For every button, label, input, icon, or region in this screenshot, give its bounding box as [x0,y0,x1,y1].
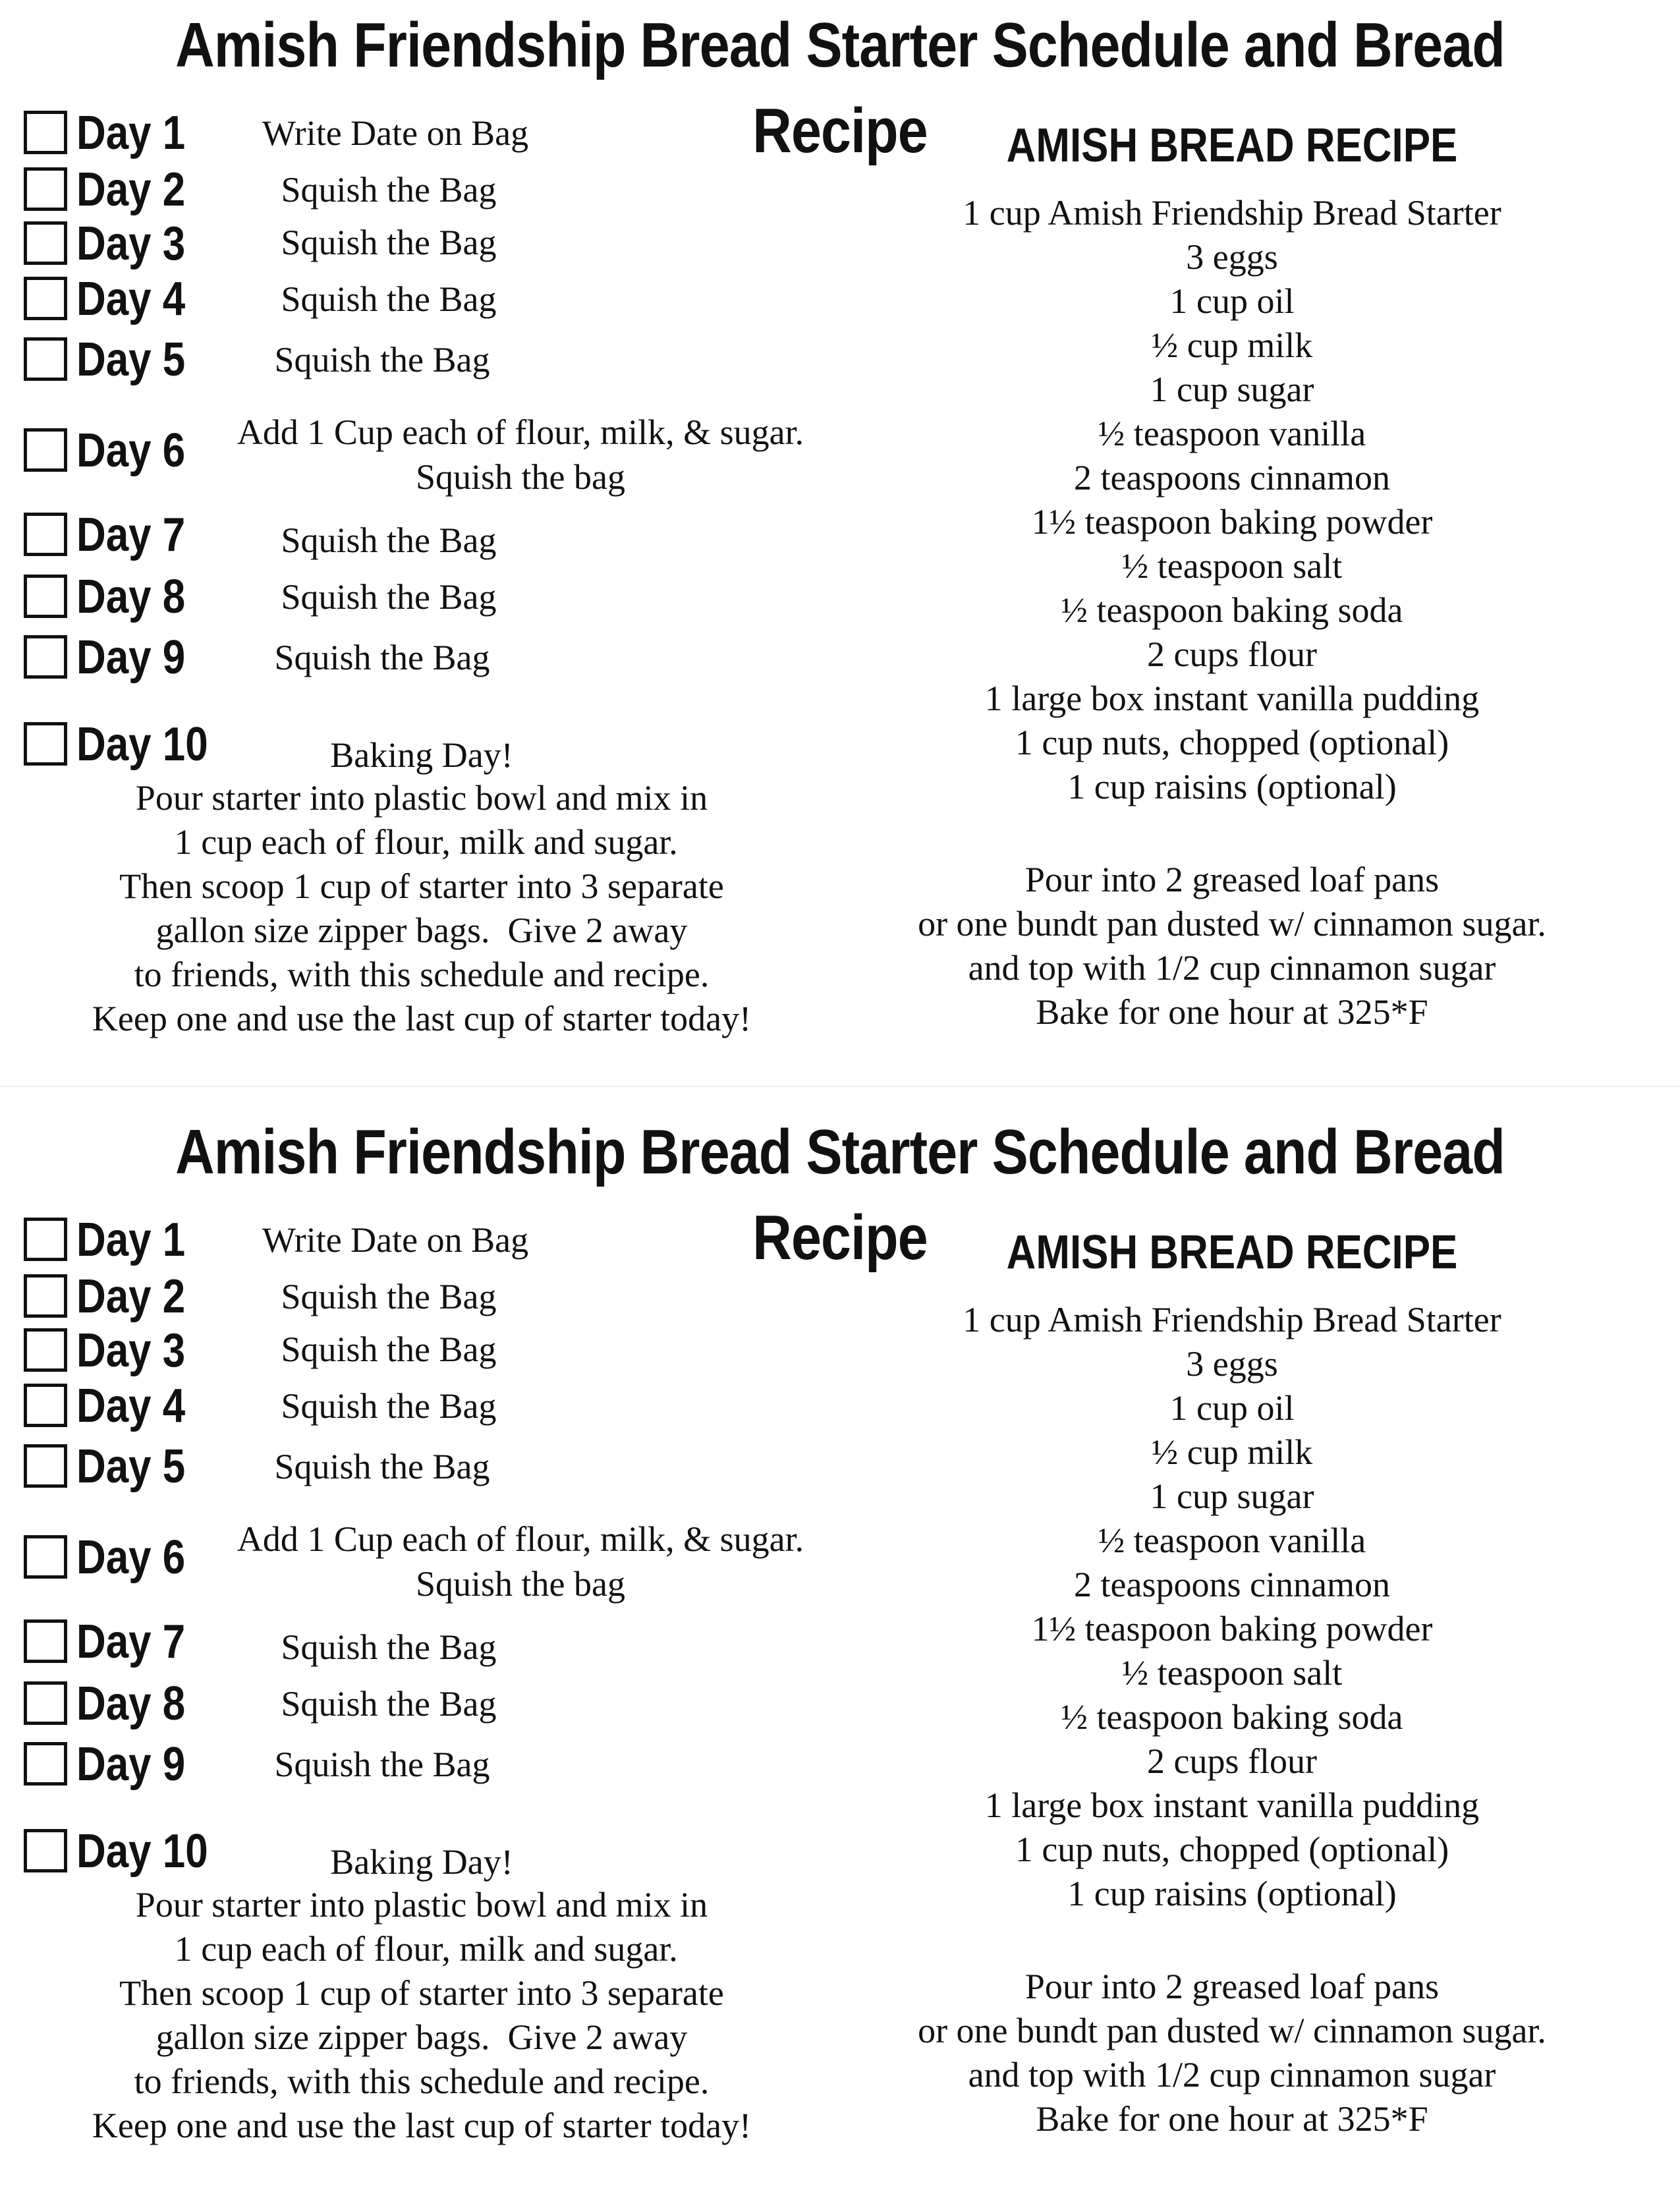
ingredient-item: ½ teaspoon vanilla [1098,1521,1366,1560]
day-label: Day 5 [76,333,186,386]
day-label: Day 3 [76,1324,186,1377]
day-task: Squish the Bag [281,170,497,210]
ingredient-item: 1 cup sugar [1150,1477,1314,1516]
recipe-card-bottom [0,1107,1680,2194]
day-label: Day 10 [76,718,208,771]
day-task: Squish the Bag [281,1627,497,1667]
ingredient-item: 2 cups flour [1147,634,1317,674]
ingredient-item: 3 eggs [1186,237,1278,277]
day-task: Add 1 Cup each of flour, milk, & sugar. Squish the bag [237,412,804,497]
day-checkbox[interactable] [24,1681,67,1725]
ingredient-item: 3 eggs [1186,1344,1278,1384]
day-checkbox[interactable] [24,167,67,211]
baking-day-instructions: Pour starter into plastic bowl and mix in 1 cup each of flour, milk and sugar. Then scoop 1 cup of starter into 3 separate gallon size zipper bags. Give 2 away to friends, with this schedule and recipe. Keep one and use the last cup of starter today! [92,1885,752,2145]
ingredient-item: 1 cup raisins (optional) [1067,767,1397,806]
day-label: Day 8 [76,1677,186,1730]
ingredient-item: 1 cup sugar [1150,370,1314,409]
day-task: Squish the Bag [281,279,497,319]
ingredient-item: 1 cup oil [1169,1388,1295,1428]
day-label: Day 2 [76,163,186,216]
recipe-heading: AMISH BREAD RECIPE [1006,1226,1458,1279]
day-task: Baking Day! [330,1842,513,1882]
day-checkbox[interactable] [24,722,67,766]
day-label: Day 1 [76,1214,186,1266]
ingredient-item: 1 cup nuts, chopped (optional) [1015,1830,1449,1869]
day-task: Squish the Bag [281,1386,497,1426]
baking-instructions: Pour into 2 greased loaf pans or one bundt pan dusted w/ cinnamon sugar. and top with 1/2 cup cinnamon sugar Bake for one hour at 325*F [918,860,1546,1032]
day-label: Day 4 [76,1380,186,1432]
ingredient-item: 1 cup nuts, chopped (optional) [1015,723,1449,762]
day-task: Squish the Bag [274,1447,490,1486]
day-task: Add 1 Cup each of flour, milk, & sugar. Squish the bag [237,1519,804,1604]
day-label: Day 8 [76,571,186,623]
day-checkbox[interactable] [24,1384,67,1427]
day-task: Squish the Bag [281,1330,497,1369]
recipe-card-top [0,0,1680,1087]
day-task: Squish the Bag [274,340,490,380]
day-checkbox[interactable] [24,428,67,472]
day-label: Day 2 [76,1270,186,1323]
baking-instructions: Pour into 2 greased loaf pans or one bundt pan dusted w/ cinnamon sugar. and top with 1/2 cup cinnamon sugar Bake for one hour at 325*F [918,1967,1546,2139]
day-task: Write Date on Bag [262,113,529,153]
recipe-heading: AMISH BREAD RECIPE [1006,119,1458,172]
ingredient-item: ½ teaspoon baking soda [1061,1697,1403,1737]
ingredient-item: 2 teaspoons cinnamon [1074,1565,1390,1604]
ingredient-item: ½ teaspoon salt [1121,1653,1343,1693]
day-label: Day 3 [76,217,186,270]
ingredient-item: ½ cup milk [1151,325,1313,365]
ingredient-item: 1 large box instant vanilla pudding [984,679,1480,718]
ingredient-item: ½ cup milk [1151,1432,1313,1472]
day-label: Day 7 [76,509,186,561]
ingredient-item: 2 teaspoons cinnamon [1074,458,1390,497]
ingredient-item: ½ teaspoon vanilla [1098,414,1366,453]
day-task: Squish the Bag [274,638,490,677]
day-label: Day 6 [76,1531,186,1584]
day-task: Squish the Bag [281,1277,497,1316]
ingredient-item: 1 cup raisins (optional) [1067,1874,1397,1913]
day-checkbox[interactable] [24,513,67,556]
day-task: Squish the Bag [281,1684,497,1724]
ingredient-list [856,191,1608,809]
day-task: Squish the Bag [274,1745,490,1784]
day-checkbox[interactable] [24,1535,67,1579]
ingredient-item: ½ teaspoon baking soda [1061,590,1403,630]
ingredient-item: 1½ teaspoon baking powder [1031,1609,1433,1648]
ingredient-item: 2 cups flour [1147,1741,1317,1781]
day-checkbox[interactable] [24,1218,67,1261]
ingredient-list [856,1298,1608,1916]
day-checkbox[interactable] [24,575,67,618]
day-label: Day 7 [76,1616,186,1668]
day-checkbox[interactable] [24,1274,67,1318]
baking-day-instructions: Pour starter into plastic bowl and mix in 1 cup each of flour, milk and sugar. Then scoop 1 cup of starter into 3 separate gallon size zipper bags. Give 2 away to friends, with this schedule and recipe. Keep one and use the last cup of starter today! [92,778,752,1038]
day-checkbox[interactable] [24,1328,67,1372]
day-task: Squish the Bag [281,577,497,617]
ingredient-item: 1 cup Amish Friendship Bread Starter [963,1300,1501,1339]
day-task: Baking Day! [330,735,513,775]
day-label: Day 6 [76,424,186,477]
day-checkbox[interactable] [24,277,67,320]
day-checkbox[interactable] [24,1619,67,1663]
ingredient-item: 1½ teaspoon baking powder [1031,502,1433,542]
day-label: Day 1 [76,107,186,159]
day-label: Day 9 [76,631,186,684]
ingredient-item: 1 large box instant vanilla pudding [984,1786,1480,1825]
ingredient-item: ½ teaspoon salt [1121,546,1343,586]
day-checkbox[interactable] [24,1829,67,1872]
day-checkbox[interactable] [24,221,67,265]
day-task: Squish the Bag [281,520,497,560]
day-label: Day 9 [76,1738,186,1791]
ingredient-item: 1 cup oil [1169,281,1295,321]
day-task: Squish the Bag [281,223,497,262]
ingredient-item: 1 cup Amish Friendship Bread Starter [963,193,1501,233]
day-label: Day 5 [76,1440,186,1493]
day-task: Write Date on Bag [262,1220,529,1260]
day-checkbox[interactable] [24,111,67,154]
page-title: Amish Friendship Bread Starter Schedule and Bread Recipe [175,10,1505,166]
day-label: Day 4 [76,273,186,325]
day-label: Day 10 [76,1825,208,1878]
page-title: Amish Friendship Bread Starter Schedule and Bread Recipe [175,1117,1505,1273]
